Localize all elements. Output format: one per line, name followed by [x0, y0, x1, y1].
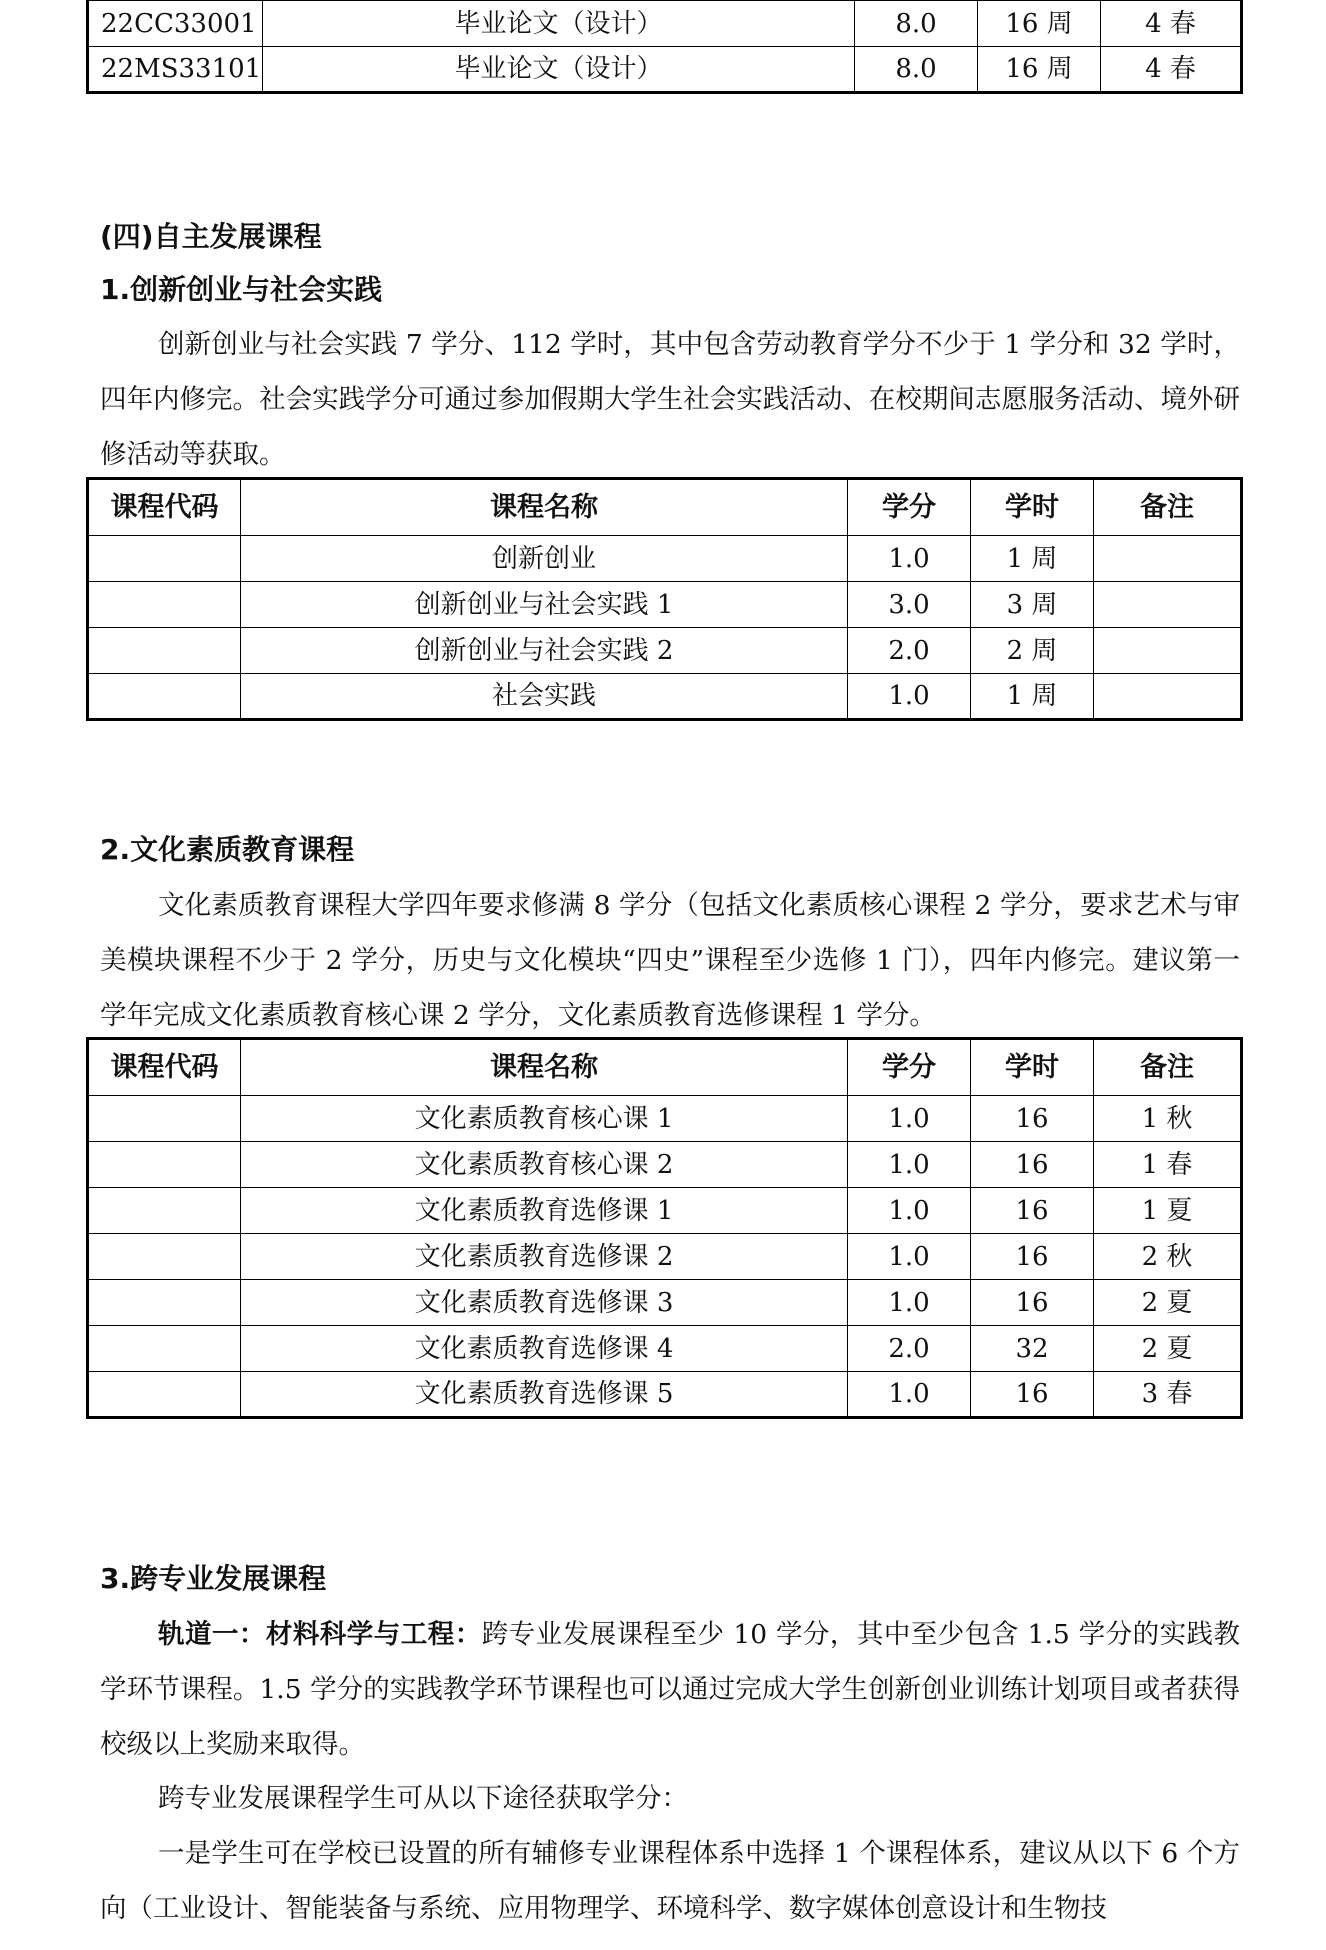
cell-name: 毕业论文（设计） [263, 1, 855, 47]
cell-note: 1 秋 [1094, 1096, 1242, 1142]
subsection-1-heading: 1.创新创业与社会实践 [100, 273, 383, 306]
cell-credit: 8.0 [855, 1, 978, 47]
cell-credit: 1.0 [848, 1142, 971, 1188]
cell-code [88, 582, 241, 628]
header-code: 课程代码 [88, 1039, 241, 1096]
cell-name: 创新创业与社会实践 1 [241, 582, 848, 628]
cell-note [1094, 628, 1242, 674]
header-name: 课程名称 [241, 479, 848, 536]
cell-note: 4 春 [1101, 47, 1242, 93]
cell-code [88, 674, 241, 720]
cell-name: 社会实践 [241, 674, 848, 720]
cell-code [88, 1188, 241, 1234]
cell-note: 2 夏 [1094, 1280, 1242, 1326]
cell-note: 3 春 [1094, 1372, 1242, 1418]
subsection-3-paragraph-3: 一是学生可在学校已设置的所有辅修专业课程体系中选择 1 个课程体系，建议从以下 6 个方向（工业设计、智能装备与系统、应用物理学、环境科学、数字媒体创意设计和生物技 [100, 1838, 1240, 1924]
thesis-course-table [86, 0, 1243, 94]
cell-hours: 16 周 [978, 47, 1101, 93]
cell-note: 2 夏 [1094, 1326, 1242, 1372]
cell-credit: 1.0 [848, 1234, 971, 1280]
cell-credit: 2.0 [848, 628, 971, 674]
cell-hours: 16 [971, 1188, 1094, 1234]
subsection-3-paragraph-2: 跨专业发展课程学生可从以下途径获取学分： [158, 1783, 688, 1814]
cell-hours: 16 [971, 1372, 1094, 1418]
cell-code [88, 1096, 241, 1142]
header-hours: 学时 [971, 1039, 1094, 1096]
table-row [88, 1142, 1242, 1188]
table-row [88, 1326, 1242, 1372]
cell-code [88, 628, 241, 674]
table-row [88, 1, 1242, 47]
header-note: 备注 [1094, 479, 1242, 536]
cell-credit: 1.0 [848, 1096, 971, 1142]
cell-code [88, 1372, 241, 1418]
header-name: 课程名称 [241, 1039, 848, 1096]
cell-code: 22CC33001 [88, 1, 263, 47]
cell-code [88, 1142, 241, 1188]
cell-hours: 3 周 [971, 582, 1094, 628]
cell-hours: 2 周 [971, 628, 1094, 674]
subsection-2-heading: 2.文化素质教育课程 [100, 833, 355, 866]
cell-note [1094, 582, 1242, 628]
header-credit: 学分 [848, 479, 971, 536]
table-row [88, 536, 1242, 582]
cell-name: 创新创业 [241, 536, 848, 582]
cell-name: 文化素质教育选修课 2 [241, 1234, 848, 1280]
cell-name: 文化素质教育选修课 4 [241, 1326, 848, 1372]
cell-name: 文化素质教育核心课 2 [241, 1142, 848, 1188]
cell-credit: 2.0 [848, 1326, 971, 1372]
section-4-heading: (四)自主发展课程 [100, 220, 322, 253]
table-row [88, 628, 1242, 674]
cell-name: 毕业论文（设计） [263, 47, 855, 93]
cell-note: 1 春 [1094, 1142, 1242, 1188]
cell-note [1094, 674, 1242, 720]
cell-hours: 16 [971, 1142, 1094, 1188]
table-row [88, 1280, 1242, 1326]
table-row [88, 582, 1242, 628]
cell-note: 1 夏 [1094, 1188, 1242, 1234]
subsection-1-paragraph: 创新创业与社会实践 7 学分、112 学时，其中包含劳动教育学分不少于 1 学分和 32 学时，四年内修完。社会实践学分可通过参加假期大学生社会实践活动、在校期间志愿服务活动、境外研修活动等获取。 [100, 329, 1240, 470]
cell-hours: 16 [971, 1280, 1094, 1326]
table-row [88, 1234, 1242, 1280]
subsection-2-paragraph: 文化素质教育课程大学四年要求修满 8 学分（包括文化素质核心课程 2 学分，要求艺术与审美模块课程不少于 2 学分，历史与文化模块“四史”课程至少选修 1 门），四年内修完。建议第一学年完成文化素质教育核心课 2 学分，文化素质教育选修课程 1 学分。 [100, 890, 1240, 1031]
cell-credit: 1.0 [848, 1372, 971, 1418]
cell-hours: 1 周 [971, 674, 1094, 720]
cell-name: 创新创业与社会实践 2 [241, 628, 848, 674]
cell-hours: 16 [971, 1096, 1094, 1142]
subsection-3-heading: 3.跨专业发展课程 [100, 1562, 327, 1595]
cell-code [88, 1234, 241, 1280]
cell-credit: 1.0 [848, 1188, 971, 1234]
header-note: 备注 [1094, 1039, 1242, 1096]
cell-credit: 8.0 [855, 47, 978, 93]
cell-name: 文化素质教育选修课 3 [241, 1280, 848, 1326]
cell-credit: 1.0 [848, 674, 971, 720]
culture-course-table [86, 1037, 1243, 1419]
subsection-3-track-paragraph [100, 1607, 1240, 1772]
cell-note: 2 秋 [1094, 1234, 1242, 1280]
track-text: 跨专业发展课程至少 10 学分，其中至少包含 1.5 学分的实践教学环节课程。1.5 学分的实践教学环节课程也可以通过完成大学生创新创业训练计划项目或者获得校级以上奖励来取得。 [100, 1619, 1241, 1760]
table-row [88, 1096, 1242, 1142]
table-row [88, 674, 1242, 720]
cell-name: 文化素质教育选修课 1 [241, 1188, 848, 1234]
cell-credit: 1.0 [848, 1280, 971, 1326]
cell-credit: 3.0 [848, 582, 971, 628]
cell-code: 22MS33101 [88, 47, 263, 93]
header-credit: 学分 [848, 1039, 971, 1096]
cell-name: 文化素质教育核心课 1 [241, 1096, 848, 1142]
cell-code [88, 1326, 241, 1372]
cell-hours: 16 周 [978, 1, 1101, 47]
cell-name: 文化素质教育选修课 5 [241, 1372, 848, 1418]
cell-code [88, 536, 241, 582]
table-row [88, 47, 1242, 93]
header-code: 课程代码 [88, 479, 241, 536]
cell-hours: 16 [971, 1234, 1094, 1280]
practice-course-table [86, 477, 1243, 721]
cell-credit: 1.0 [848, 536, 971, 582]
table-row [88, 1188, 1242, 1234]
table-row [88, 1372, 1242, 1418]
cell-note [1094, 536, 1242, 582]
cell-hours: 32 [971, 1326, 1094, 1372]
header-hours: 学时 [971, 479, 1094, 536]
table-header-row [88, 479, 1242, 536]
cell-note: 4 春 [1101, 1, 1242, 47]
table-header-row [88, 1039, 1242, 1096]
cell-hours: 1 周 [971, 536, 1094, 582]
cell-code [88, 1280, 241, 1326]
track-label: 轨道一：材料科学与工程： [158, 1619, 482, 1650]
